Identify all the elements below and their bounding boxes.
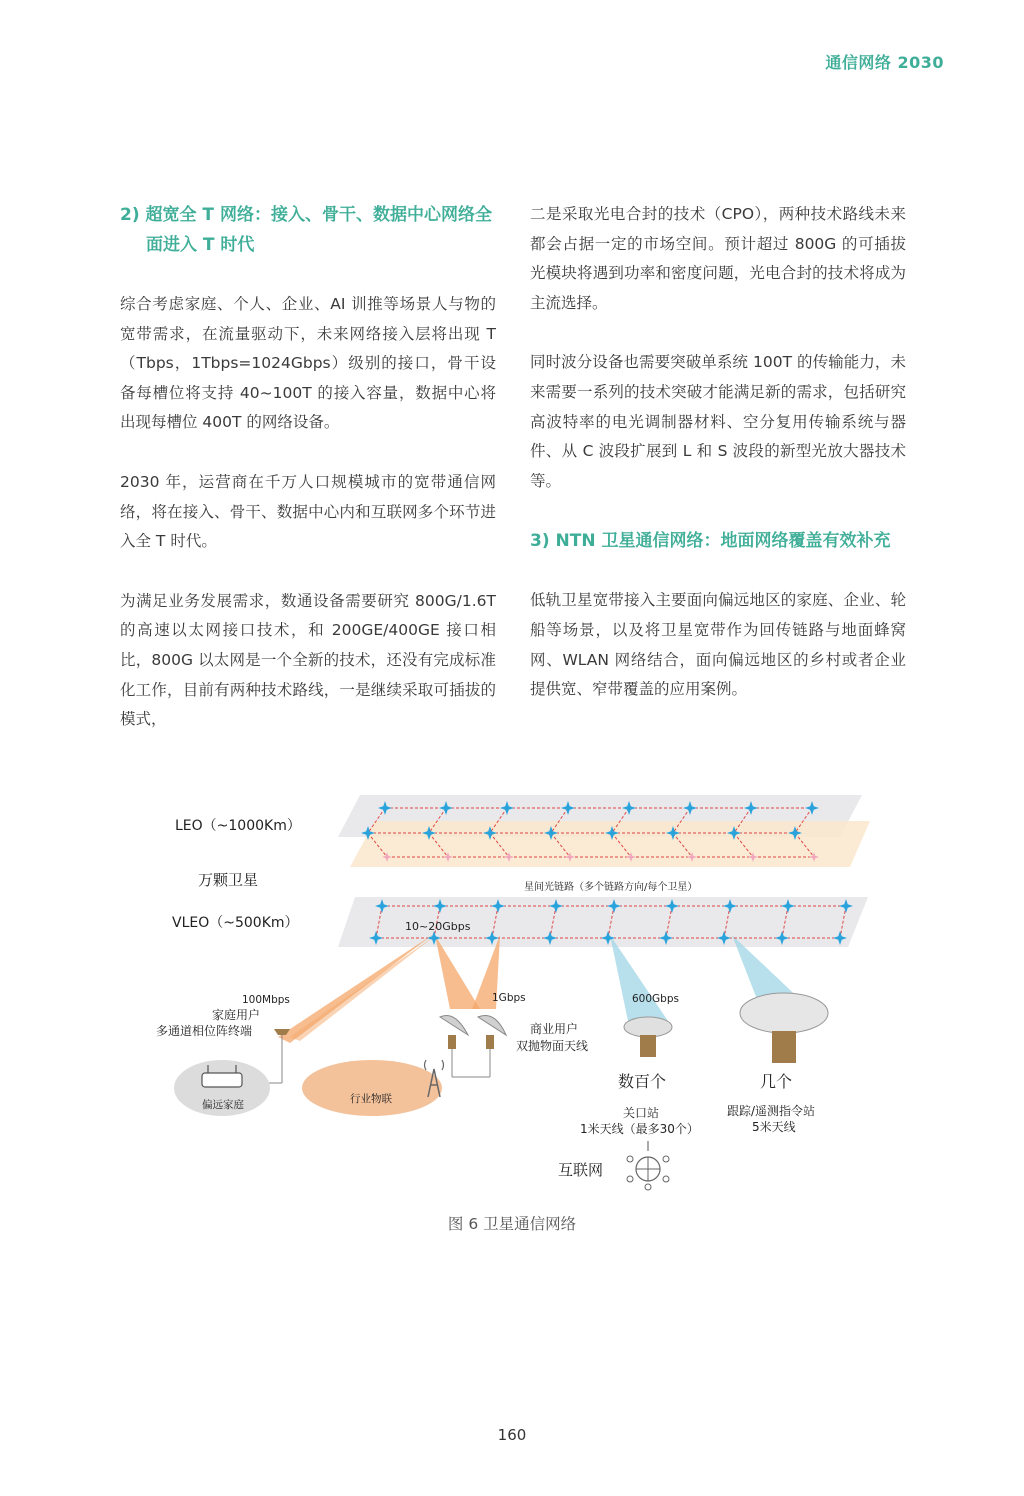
beam-home-2 bbox=[290, 935, 436, 1041]
rate-600g-label: 600Gbps bbox=[632, 993, 679, 1005]
left-column bbox=[120, 200, 496, 765]
satellite-count-label: 万颗卫星 bbox=[198, 871, 259, 889]
paragraph: 2030 年，运营商在千万人口规模城市的宽带通信网络，将在接入、骨干、数据中心内和互联网多个环节进入全 T 时代。 bbox=[120, 472, 496, 551]
gateway-count-label: 数百个 bbox=[618, 1072, 667, 1091]
home-terminal-label: 多通道相位阵终端 bbox=[156, 1024, 253, 1038]
beam-gateway bbox=[610, 935, 668, 1021]
dish-icon bbox=[440, 1015, 468, 1035]
internet-cloud-icon bbox=[627, 1156, 669, 1190]
paragraph: 同时波分设备也需要突破单系统 100T 的传输能力，未来需要一系列的技术突破才能满足新的需求，包括研究高波特率的电光调制器材料、空分复用传输系统与器件、从 C 波段扩展到 L 和 S 波段的新型光放大器技术等。 bbox=[530, 353, 906, 490]
ttc-mount-icon bbox=[772, 1031, 796, 1063]
industry-iot-label: 行业物联 bbox=[350, 1093, 392, 1105]
beam-home bbox=[278, 933, 435, 1043]
gateway-antenna-label: 1米天线（最多30个） bbox=[580, 1122, 699, 1136]
running-header-title: 通信网络 2030 bbox=[825, 53, 944, 72]
biz-user-label: 商业用户 bbox=[530, 1022, 579, 1036]
home-user-label: 家庭用户 bbox=[212, 1008, 261, 1022]
leo-plane-lower bbox=[350, 821, 870, 867]
biz-antenna-label: 双抛物面天线 bbox=[516, 1039, 589, 1053]
paragraph: 二是采取光电合封的技术（CPO），两种技术路线未来都会占据一定的市场空间。预计超过 800G 的可插拔光模块将遇到功率和密度问题，光电合封的技术将成为主流选择。 bbox=[530, 205, 906, 312]
satellite-network-figure bbox=[150, 785, 880, 1205]
section-heading-ntn: 3) NTN 卫星通信网络：地面网络覆盖有效补充 bbox=[530, 531, 891, 552]
paragraph: 为满足业务发展需求，数通设备需要研究 800G/1.6T 的高速以太网接口技术，和 200GE/400GE 接口相比，800G 以太网是一个全新的技术，还没有完成标准化工作，目前有两种技术路线，一是继续采取可插拔的模式， bbox=[120, 591, 496, 729]
right-column bbox=[530, 200, 906, 735]
industry-iot-area bbox=[302, 1060, 442, 1116]
dish-mount-icon bbox=[486, 1035, 494, 1049]
internet-label: 互联网 bbox=[558, 1161, 604, 1179]
ttc-count-label: 几个 bbox=[760, 1072, 793, 1091]
section-heading-t-network: 2) 超宽全 T 网络：接入、骨干、数据中心网络全面进入 T 时代 bbox=[120, 205, 492, 255]
router-icon bbox=[202, 1073, 242, 1087]
rate-1g-label: 1Gbps bbox=[492, 992, 526, 1004]
gateway-mount-icon bbox=[640, 1035, 656, 1057]
paragraph: 综合考虑家庭、个人、企业、AI 训推等场景人与物的宽带需求，在流量驱动下，未来网络接入层将出现 T（Tbps，1Tbps=1024Gbps）级别的接口，骨干设备每槽位将支持 40~100T 的接入容量，数据中心将出现每槽位 400T 的网络设备。 bbox=[120, 295, 496, 432]
satellite-network-diagram bbox=[150, 785, 880, 1205]
figure-caption: 图 6 卫星通信网络 bbox=[447, 1215, 577, 1233]
isl-label: 星间光链路（多个链路方向/每个卫星） bbox=[524, 882, 698, 893]
rate-10-20-label: 10~20Gbps bbox=[405, 920, 471, 933]
dish-mount-icon bbox=[448, 1035, 456, 1049]
ttc-dish-icon bbox=[740, 993, 828, 1033]
gateway-label: 关口站 bbox=[623, 1106, 660, 1120]
rate-100m-label: 100Mbps bbox=[242, 994, 290, 1006]
iot-signal-icon bbox=[425, 1060, 444, 1070]
paragraph: 低轨卫星宽带接入主要面向偏远地区的家庭、企业、轮船等场景，以及将卫星宽带作为回传链路与地面蜂窝网、WLAN 网络结合，面向偏远地区的乡村或者企业提供宽、窄带覆盖的应用案例。 bbox=[530, 591, 906, 699]
page-number: 160 bbox=[497, 1426, 527, 1444]
vleo-label: VLEO（~500Km） bbox=[172, 915, 299, 931]
remote-home-label: 偏远家庭 bbox=[202, 1099, 244, 1111]
leo-label: LEO（~1000Km） bbox=[175, 818, 301, 834]
ttc-label: 跟踪/遥测指令站 bbox=[727, 1104, 816, 1118]
ttc-antenna-label: 5米天线 bbox=[752, 1120, 796, 1134]
dish-icon bbox=[478, 1015, 506, 1035]
gateway-dish-icon bbox=[624, 1017, 672, 1037]
